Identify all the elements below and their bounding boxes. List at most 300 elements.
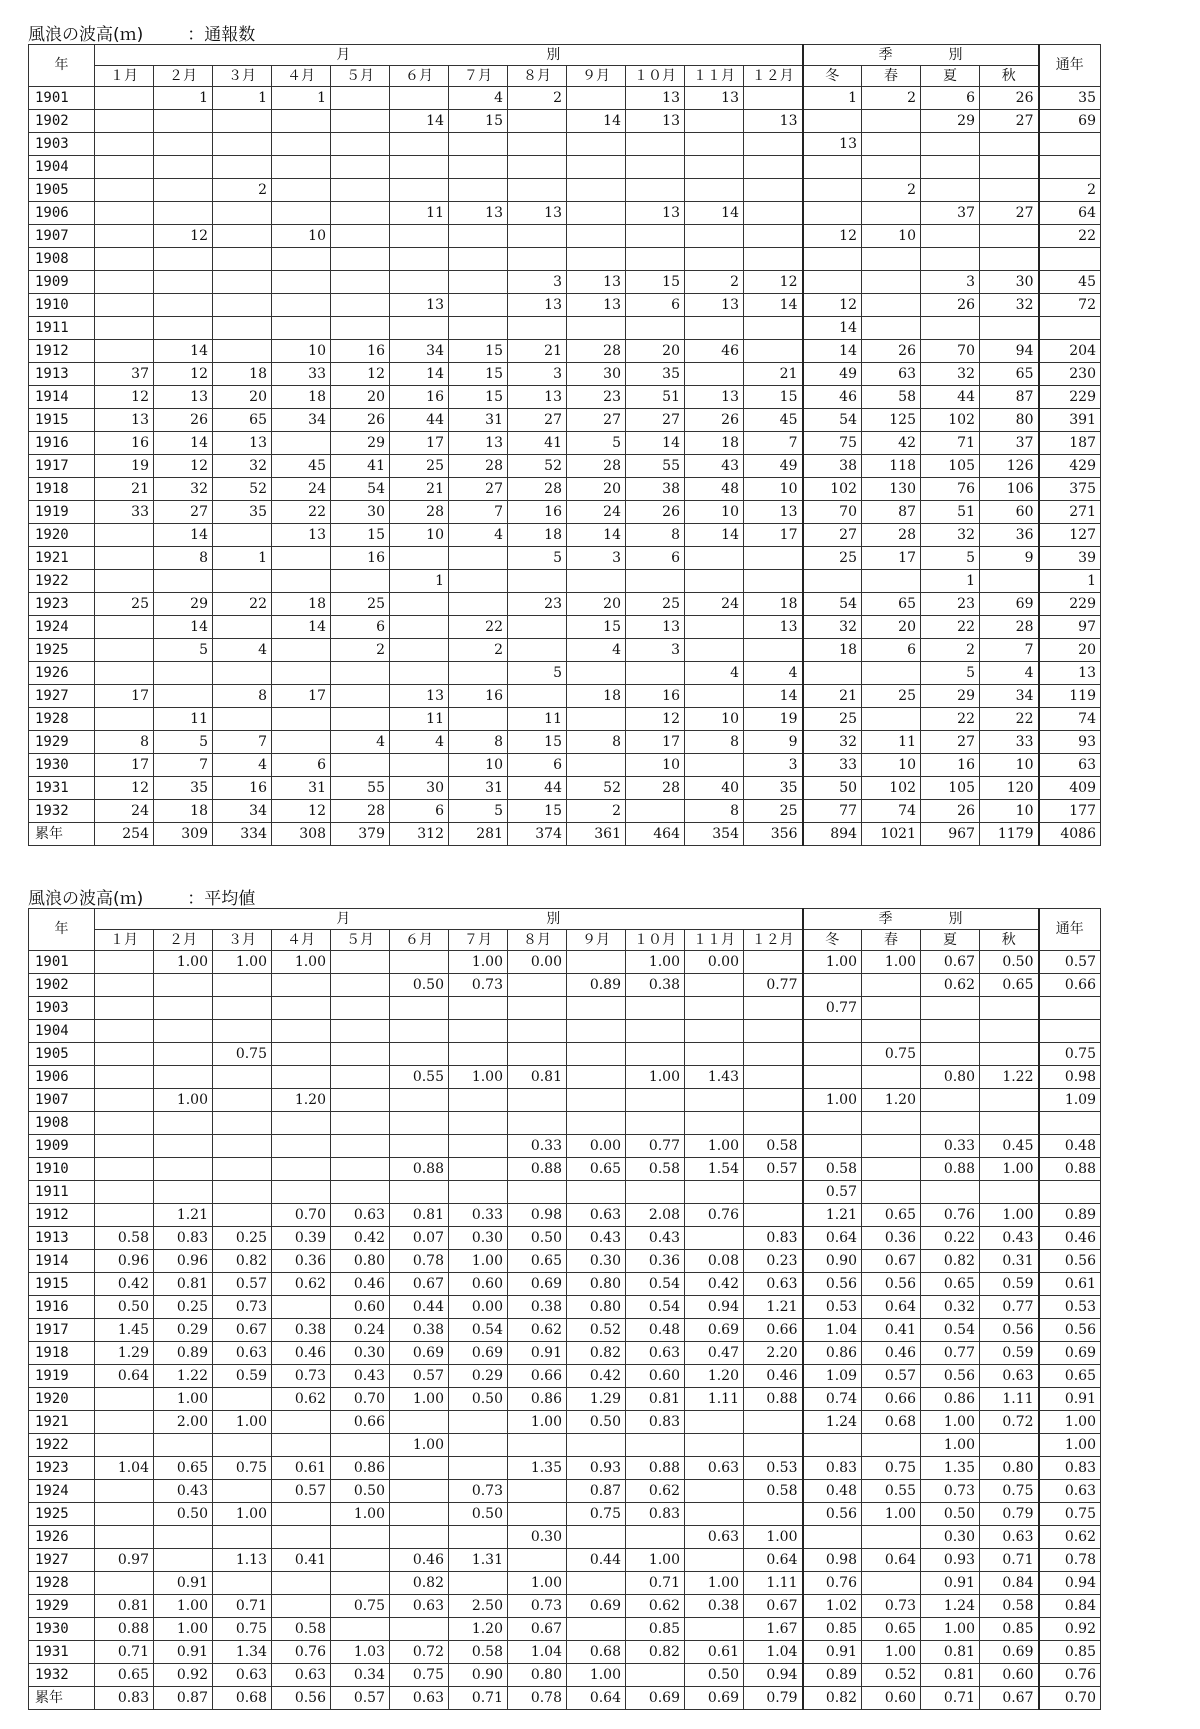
- month-value-cell: [390, 179, 449, 202]
- annual-value-cell: 35: [1039, 87, 1101, 110]
- month-value-cell: 0.82: [567, 1342, 626, 1365]
- month-value-cell: 3: [744, 754, 803, 777]
- month-value-cell: 0.54: [449, 1319, 508, 1342]
- annual-value-cell: 0.75: [1039, 1043, 1101, 1066]
- season-value-cell: [921, 1020, 980, 1043]
- year-cell: 1924: [29, 1480, 95, 1503]
- month-value-cell: [95, 1503, 154, 1526]
- season-value-cell: [803, 248, 862, 271]
- annual-value-cell: 0.61: [1039, 1273, 1101, 1296]
- month-value-cell: 9: [744, 731, 803, 754]
- annual-value-cell: 119: [1039, 685, 1101, 708]
- month-value-cell: 0.46: [390, 1549, 449, 1572]
- season-value-cell: 0.85: [803, 1618, 862, 1641]
- season-value-cell: 38: [803, 455, 862, 478]
- month-value-cell: [390, 1020, 449, 1043]
- season-value-cell: 11: [862, 731, 921, 754]
- month-value-cell: 4: [449, 524, 508, 547]
- month-value-cell: 0.55: [390, 1066, 449, 1089]
- month-value-cell: 4: [331, 731, 390, 754]
- season-value-cell: [980, 248, 1039, 271]
- month-value-cell: 30: [567, 363, 626, 386]
- month-value-cell: [213, 340, 272, 363]
- month-value-cell: 0.29: [154, 1319, 213, 1342]
- annual-value-cell: 187: [1039, 432, 1101, 455]
- month-value-cell: [213, 974, 272, 997]
- month-value-cell: 0.78: [390, 1250, 449, 1273]
- month-value-cell: 0.68: [213, 1687, 272, 1710]
- year-cell: 1907: [29, 225, 95, 248]
- season-value-cell: 94: [980, 340, 1039, 363]
- season-value-cell: 44: [921, 386, 980, 409]
- year-cell: 1932: [29, 800, 95, 823]
- month-value-cell: 1.04: [744, 1641, 803, 1664]
- month-value-cell: [331, 570, 390, 593]
- annual-value-cell: 0.56: [1039, 1319, 1101, 1342]
- month-value-cell: 0.82: [390, 1572, 449, 1595]
- month-value-cell: 8: [685, 731, 744, 754]
- month-value-cell: [331, 1043, 390, 1066]
- month-value-cell: 15: [331, 524, 390, 547]
- month-value-cell: 1.00: [154, 1089, 213, 1112]
- annual-value-cell: 2: [1039, 179, 1101, 202]
- month-value-cell: 21: [390, 478, 449, 501]
- month-value-cell: 26: [626, 501, 685, 524]
- month-value-cell: [685, 156, 744, 179]
- month-value-cell: 0.42: [685, 1273, 744, 1296]
- season-value-cell: [862, 156, 921, 179]
- month-value-cell: 19: [744, 708, 803, 731]
- season-value-cell: 1.22: [980, 1066, 1039, 1089]
- month-value-cell: [567, 317, 626, 340]
- season-header: 冬: [803, 930, 862, 951]
- month-value-cell: [272, 110, 331, 133]
- year-cell: 1902: [29, 110, 95, 133]
- month-value-cell: 15: [449, 110, 508, 133]
- month-value-cell: 13: [95, 409, 154, 432]
- season-value-cell: 2: [862, 179, 921, 202]
- annual-value-cell: 0.84: [1039, 1595, 1101, 1618]
- month-value-cell: 0.75: [213, 1043, 272, 1066]
- season-value-cell: 0.31: [980, 1250, 1039, 1273]
- season-value-cell: 0.90: [803, 1250, 862, 1273]
- month-value-cell: [508, 1434, 567, 1457]
- season-value-cell: [862, 662, 921, 685]
- month-value-cell: 0.65: [508, 1250, 567, 1273]
- year-cell: 1929: [29, 1595, 95, 1618]
- month-value-cell: [390, 997, 449, 1020]
- season-value-cell: [921, 1112, 980, 1135]
- month-value-cell: 379: [331, 823, 390, 846]
- month-value-cell: 1.21: [154, 1204, 213, 1227]
- month-value-cell: [508, 1181, 567, 1204]
- month-value-cell: 32: [213, 455, 272, 478]
- table-row: [29, 754, 1101, 777]
- season-value-cell: [921, 156, 980, 179]
- month-value-cell: 0.00: [567, 1135, 626, 1158]
- year-cell: 1906: [29, 1066, 95, 1089]
- month-value-cell: [95, 248, 154, 271]
- season-value-cell: 14: [803, 340, 862, 363]
- month-value-cell: 0.97: [95, 1549, 154, 1572]
- month-value-cell: 12: [154, 363, 213, 386]
- month-value-cell: 15: [508, 800, 567, 823]
- month-value-cell: [272, 1135, 331, 1158]
- month-value-cell: [626, 997, 685, 1020]
- month-value-cell: 0.57: [390, 1365, 449, 1388]
- season-value-cell: [803, 1020, 862, 1043]
- month-value-cell: [744, 340, 803, 363]
- annual-value-cell: 0.69: [1039, 1342, 1101, 1365]
- month-value-cell: 14: [567, 110, 626, 133]
- year-cell: 1918: [29, 478, 95, 501]
- month-value-cell: 14: [272, 616, 331, 639]
- table-row: [29, 1089, 1101, 1112]
- month-value-cell: 34: [390, 340, 449, 363]
- month-value-cell: 0.89: [154, 1342, 213, 1365]
- month-value-cell: [272, 1503, 331, 1526]
- annual-value-cell: 22: [1039, 225, 1101, 248]
- table-row: [29, 386, 1101, 409]
- table-row: [29, 1204, 1101, 1227]
- month-value-cell: [272, 317, 331, 340]
- month-value-cell: [95, 1388, 154, 1411]
- month-value-cell: 30: [331, 501, 390, 524]
- month-value-cell: 14: [685, 524, 744, 547]
- season-value-cell: 1.11: [980, 1388, 1039, 1411]
- month-value-cell: [390, 593, 449, 616]
- month-value-cell: [390, 225, 449, 248]
- month-value-cell: 0.77: [744, 974, 803, 997]
- season-value-cell: 1.35: [921, 1457, 980, 1480]
- season-value-cell: 87: [980, 386, 1039, 409]
- annual-value-cell: 45: [1039, 271, 1101, 294]
- month-value-cell: 1.00: [626, 1549, 685, 1572]
- month-value-cell: [272, 547, 331, 570]
- season-header: 秋: [980, 930, 1039, 951]
- month-value-cell: 0.62: [272, 1273, 331, 1296]
- month-value-cell: [685, 639, 744, 662]
- annual-value-cell: 0.89: [1039, 1204, 1101, 1227]
- month-value-cell: [744, 1112, 803, 1135]
- season-value-cell: 54: [803, 593, 862, 616]
- season-value-cell: [803, 1434, 862, 1457]
- annual-value-cell: 0.48: [1039, 1135, 1101, 1158]
- month-value-cell: [213, 1181, 272, 1204]
- month-value-cell: 21: [744, 363, 803, 386]
- month-value-cell: 0.88: [626, 1457, 685, 1480]
- month-value-cell: [331, 248, 390, 271]
- month-value-cell: [213, 1112, 272, 1135]
- month-value-cell: [390, 1089, 449, 1112]
- annual-value-cell: 20: [1039, 639, 1101, 662]
- month-value-cell: 10: [626, 754, 685, 777]
- month-value-cell: [685, 179, 744, 202]
- month-value-cell: 10: [390, 524, 449, 547]
- table-row: [29, 997, 1101, 1020]
- month-value-cell: [95, 1135, 154, 1158]
- month-value-cell: 0.07: [390, 1227, 449, 1250]
- month-value-cell: [331, 1020, 390, 1043]
- month-value-cell: 45: [272, 455, 331, 478]
- month-value-cell: [449, 1526, 508, 1549]
- month-value-cell: 13: [567, 294, 626, 317]
- season-value-cell: 10: [862, 754, 921, 777]
- month-value-cell: [567, 156, 626, 179]
- season-value-cell: 33: [803, 754, 862, 777]
- month-value-cell: 0.75: [331, 1595, 390, 1618]
- season-value-cell: [862, 1066, 921, 1089]
- table-row: [29, 432, 1101, 455]
- table-row: [29, 225, 1101, 248]
- month-value-cell: 0.61: [685, 1641, 744, 1664]
- season-value-cell: 49: [803, 363, 862, 386]
- month-value-cell: 14: [744, 685, 803, 708]
- month-value-cell: 0.25: [154, 1296, 213, 1319]
- month-header: １１月: [685, 930, 744, 951]
- season-value-cell: 13: [803, 133, 862, 156]
- month-value-cell: 1.03: [331, 1641, 390, 1664]
- month-value-cell: [213, 133, 272, 156]
- month-value-cell: [331, 685, 390, 708]
- month-value-cell: [272, 432, 331, 455]
- season-value-cell: 12: [803, 294, 862, 317]
- month-value-cell: 1: [213, 547, 272, 570]
- month-value-cell: 0.62: [508, 1319, 567, 1342]
- month-value-cell: [95, 951, 154, 974]
- year-cell: 1920: [29, 1388, 95, 1411]
- month-value-cell: 5: [567, 432, 626, 455]
- month-value-cell: 17: [95, 754, 154, 777]
- month-value-cell: 27: [449, 478, 508, 501]
- month-value-cell: 29: [154, 593, 213, 616]
- month-value-cell: [390, 1411, 449, 1434]
- month-value-cell: 16: [95, 432, 154, 455]
- season-value-cell: 0.50: [980, 951, 1039, 974]
- month-value-cell: [95, 974, 154, 997]
- month-value-cell: [95, 662, 154, 685]
- month-value-cell: [685, 1618, 744, 1641]
- table-row: [29, 1158, 1101, 1181]
- month-value-cell: 0.30: [567, 1250, 626, 1273]
- month-value-cell: [626, 1112, 685, 1135]
- month-value-cell: [685, 1181, 744, 1204]
- month-value-cell: 0.75: [567, 1503, 626, 1526]
- month-value-cell: [331, 997, 390, 1020]
- month-value-cell: [508, 997, 567, 1020]
- month-value-cell: 2.08: [626, 1204, 685, 1227]
- table-row: [29, 1388, 1101, 1411]
- season-value-cell: 0.50: [921, 1503, 980, 1526]
- month-value-cell: 0.81: [390, 1204, 449, 1227]
- month-value-cell: [331, 1158, 390, 1181]
- month-value-cell: [154, 974, 213, 997]
- month-value-cell: 1.00: [213, 951, 272, 974]
- month-value-cell: 14: [154, 340, 213, 363]
- month-value-cell: [95, 133, 154, 156]
- season-value-cell: 1.20: [862, 1089, 921, 1112]
- month-value-cell: [626, 156, 685, 179]
- year-cell: 1932: [29, 1664, 95, 1687]
- month-value-cell: 0.50: [508, 1227, 567, 1250]
- month-value-cell: 0.58: [272, 1618, 331, 1641]
- month-value-cell: 4: [449, 87, 508, 110]
- table-row: [29, 547, 1101, 570]
- annual-value-cell: 0.85: [1039, 1641, 1101, 1664]
- month-value-cell: 28: [331, 800, 390, 823]
- year-cell: 1912: [29, 1204, 95, 1227]
- month-value-cell: [213, 1204, 272, 1227]
- month-value-cell: 1.00: [154, 1388, 213, 1411]
- season-value-cell: 0.60: [862, 1687, 921, 1710]
- season-value-cell: [980, 1020, 1039, 1043]
- month-value-cell: 3: [508, 363, 567, 386]
- annual-value-cell: 0.91: [1039, 1388, 1101, 1411]
- month-value-cell: 13: [390, 294, 449, 317]
- month-value-cell: 1.04: [95, 1457, 154, 1480]
- month-value-cell: 0.57: [213, 1273, 272, 1296]
- month-value-cell: 18: [744, 593, 803, 616]
- month-value-cell: [272, 1043, 331, 1066]
- month-value-cell: 13: [685, 87, 744, 110]
- season-value-cell: [803, 110, 862, 133]
- table-row: [29, 1250, 1101, 1273]
- month-value-cell: 0.82: [626, 1641, 685, 1664]
- month-value-cell: 1.00: [626, 1066, 685, 1089]
- season-header: 夏: [921, 930, 980, 951]
- month-value-cell: [685, 1480, 744, 1503]
- month-value-cell: [626, 1434, 685, 1457]
- annual-value-cell: 0.46: [1039, 1227, 1101, 1250]
- month-value-cell: [626, 570, 685, 593]
- season-value-cell: 1.00: [862, 951, 921, 974]
- month-value-cell: [213, 662, 272, 685]
- season-value-cell: 22: [921, 616, 980, 639]
- month-value-cell: [626, 1664, 685, 1687]
- month-value-cell: 0.81: [154, 1273, 213, 1296]
- table-row: [29, 662, 1101, 685]
- month-value-cell: 0.71: [95, 1641, 154, 1664]
- annual-value-cell: 0.62: [1039, 1526, 1101, 1549]
- year-cell: 1914: [29, 386, 95, 409]
- month-value-cell: 1.00: [508, 1572, 567, 1595]
- month-value-cell: [95, 271, 154, 294]
- month-value-cell: [744, 547, 803, 570]
- month-value-cell: [331, 179, 390, 202]
- season-value-cell: [980, 1043, 1039, 1066]
- month-value-cell: 20: [213, 386, 272, 409]
- month-value-cell: 25: [95, 593, 154, 616]
- month-value-cell: 17: [390, 432, 449, 455]
- month-value-cell: 254: [95, 823, 154, 846]
- month-value-cell: 0.69: [685, 1687, 744, 1710]
- month-value-cell: [685, 1503, 744, 1526]
- month-value-cell: 40: [685, 777, 744, 800]
- month-value-cell: 21: [508, 340, 567, 363]
- month-value-cell: 354: [685, 823, 744, 846]
- month-value-cell: 0.43: [331, 1365, 390, 1388]
- month-value-cell: 1: [213, 87, 272, 110]
- month-value-cell: 11: [390, 708, 449, 731]
- year-cell: 1929: [29, 731, 95, 754]
- year-cell: 1901: [29, 87, 95, 110]
- season-value-cell: 0.75: [862, 1043, 921, 1066]
- month-value-cell: 25: [626, 593, 685, 616]
- annual-value-cell: 1.09: [1039, 1089, 1101, 1112]
- month-value-cell: [508, 1020, 567, 1043]
- month-value-cell: 334: [213, 823, 272, 846]
- month-value-cell: 0.62: [626, 1480, 685, 1503]
- season-value-cell: 0.93: [921, 1549, 980, 1572]
- month-value-cell: 0.81: [626, 1388, 685, 1411]
- month-value-cell: 13: [685, 386, 744, 409]
- month-value-cell: 27: [154, 501, 213, 524]
- month-value-cell: [567, 1112, 626, 1135]
- month-value-cell: [95, 1112, 154, 1135]
- month-value-cell: [390, 271, 449, 294]
- month-value-cell: 0.00: [449, 1296, 508, 1319]
- season-value-cell: 9: [980, 547, 1039, 570]
- month-header: １１月: [685, 66, 744, 87]
- season-value-cell: 0.72: [980, 1411, 1039, 1434]
- month-value-cell: [95, 1526, 154, 1549]
- month-value-cell: [744, 1066, 803, 1089]
- month-value-cell: 1.00: [449, 951, 508, 974]
- month-value-cell: [154, 1526, 213, 1549]
- month-value-cell: 0.80: [331, 1250, 390, 1273]
- season-value-cell: 32: [921, 363, 980, 386]
- year-header: 年: [29, 45, 95, 87]
- month-value-cell: 30: [390, 777, 449, 800]
- month-value-cell: 0.38: [272, 1319, 331, 1342]
- month-value-cell: [213, 110, 272, 133]
- month-value-cell: 13: [744, 501, 803, 524]
- month-value-cell: [154, 202, 213, 225]
- month-value-cell: [213, 1434, 272, 1457]
- season-value-cell: 65: [862, 593, 921, 616]
- season-value-cell: 118: [862, 455, 921, 478]
- month-value-cell: 7: [154, 754, 213, 777]
- table-row: [29, 1273, 1101, 1296]
- table-row: [29, 202, 1101, 225]
- month-value-cell: 5: [449, 800, 508, 823]
- month-value-cell: 0.79: [744, 1687, 803, 1710]
- month-value-cell: [685, 1020, 744, 1043]
- season-value-cell: 130: [862, 478, 921, 501]
- month-value-cell: [508, 1112, 567, 1135]
- month-value-cell: [272, 997, 331, 1020]
- month-value-cell: [449, 1112, 508, 1135]
- month-value-cell: 0.86: [508, 1388, 567, 1411]
- month-value-cell: 12: [331, 363, 390, 386]
- season-value-cell: 60: [980, 501, 1039, 524]
- month-value-cell: 0.81: [508, 1066, 567, 1089]
- month-value-cell: 0.63: [685, 1526, 744, 1549]
- month-value-cell: 0.85: [626, 1618, 685, 1641]
- season-value-cell: [803, 271, 862, 294]
- month-value-cell: 0.36: [272, 1250, 331, 1273]
- season-value-cell: 0.64: [862, 1296, 921, 1319]
- month-value-cell: 0.60: [449, 1273, 508, 1296]
- year-cell: 1901: [29, 951, 95, 974]
- month-value-cell: [272, 1434, 331, 1457]
- table-row: [29, 110, 1101, 133]
- month-value-cell: 55: [331, 777, 390, 800]
- month-value-cell: 0.73: [213, 1296, 272, 1319]
- annual-value-cell: 0.76: [1039, 1664, 1101, 1687]
- month-value-cell: [154, 997, 213, 1020]
- month-value-cell: [685, 1549, 744, 1572]
